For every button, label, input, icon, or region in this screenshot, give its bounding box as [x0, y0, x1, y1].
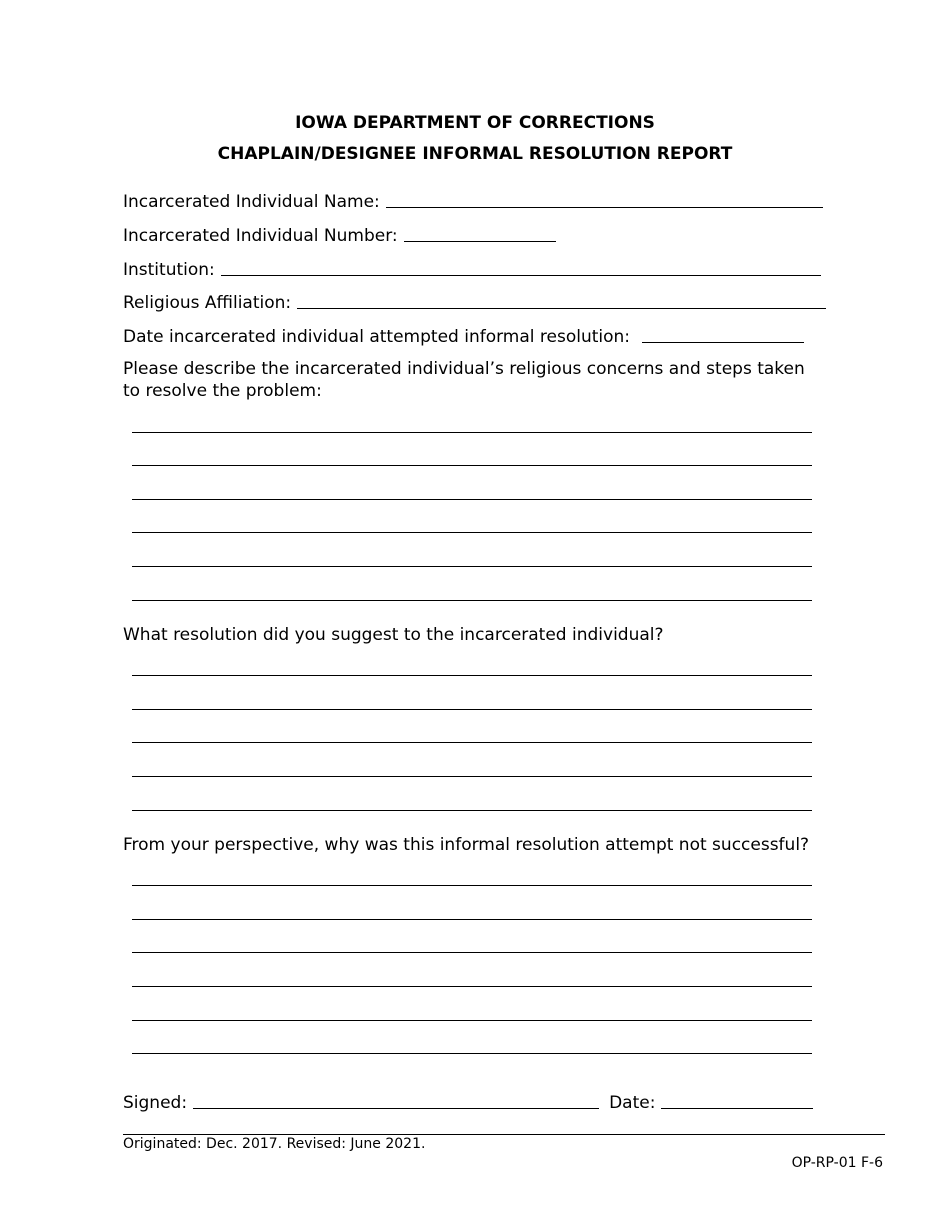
answer-line-concerns[interactable] [132, 600, 812, 601]
answer-line-not-successful[interactable] [132, 919, 812, 920]
date-attempted-input-line[interactable] [642, 324, 804, 343]
name-input-line[interactable] [386, 189, 823, 208]
religious-affiliation-input-line[interactable] [297, 290, 826, 309]
answer-line-concerns[interactable] [132, 432, 812, 433]
signature-date-input-line[interactable] [661, 1090, 813, 1109]
answer-line-resolution[interactable] [132, 675, 812, 676]
answer-line-resolution[interactable] [132, 709, 812, 710]
answer-line-not-successful[interactable] [132, 885, 812, 886]
footer-divider [123, 1134, 885, 1135]
question-not-successful: From your perspective, why was this informal resolution attempt not successful? [123, 835, 810, 855]
answer-line-resolution[interactable] [132, 742, 812, 743]
signature-input-line[interactable] [193, 1090, 599, 1109]
religious-affiliation-field-row [123, 289, 826, 313]
footer-form-code: OP-RP-01 F-6 [791, 1155, 883, 1171]
institution-label: Institution: [123, 260, 215, 280]
form-title-agency: IOWA DEPARTMENT OF CORRECTIONS [295, 113, 655, 133]
institution-field-row [123, 256, 821, 280]
signature-row [123, 1089, 813, 1113]
answer-line-concerns[interactable] [132, 532, 812, 533]
answer-line-not-successful[interactable] [132, 952, 812, 953]
answer-line-concerns[interactable] [132, 566, 812, 567]
name-label: Incarcerated Individual Name: [123, 192, 380, 212]
signature-date-label: Date: [609, 1093, 656, 1113]
signed-label: Signed: [123, 1093, 188, 1113]
answer-line-resolution[interactable] [132, 810, 812, 811]
religious-affiliation-label: Religious Affiliation: [123, 293, 292, 313]
answer-line-concerns[interactable] [132, 465, 812, 466]
number-field-row [123, 222, 556, 246]
question-concerns: Please describe the incarcerated individual’s religious concerns and steps taken to resolve the problem: [123, 359, 805, 401]
date-attempted-label: Date incarcerated individual attempted informal resolution: [123, 327, 631, 347]
number-label: Incarcerated Individual Number: [123, 226, 398, 246]
footer-revision-note: Originated: Dec. 2017. Revised: June 2021. [123, 1136, 426, 1152]
answer-line-concerns[interactable] [132, 499, 812, 500]
answer-line-resolution[interactable] [132, 776, 812, 777]
date-attempted-field-row [123, 323, 804, 347]
answer-line-not-successful[interactable] [132, 1053, 812, 1054]
number-input-line[interactable] [404, 223, 556, 242]
name-field-row [123, 188, 823, 212]
form-title-report: CHAPLAIN/DESIGNEE INFORMAL RESOLUTION REPORT [217, 144, 733, 164]
answer-line-not-successful[interactable] [132, 1020, 812, 1021]
institution-input-line[interactable] [221, 257, 821, 276]
question-suggested-resolution: What resolution did you suggest to the incarcerated individual? [123, 625, 664, 645]
answer-line-not-successful[interactable] [132, 986, 812, 987]
